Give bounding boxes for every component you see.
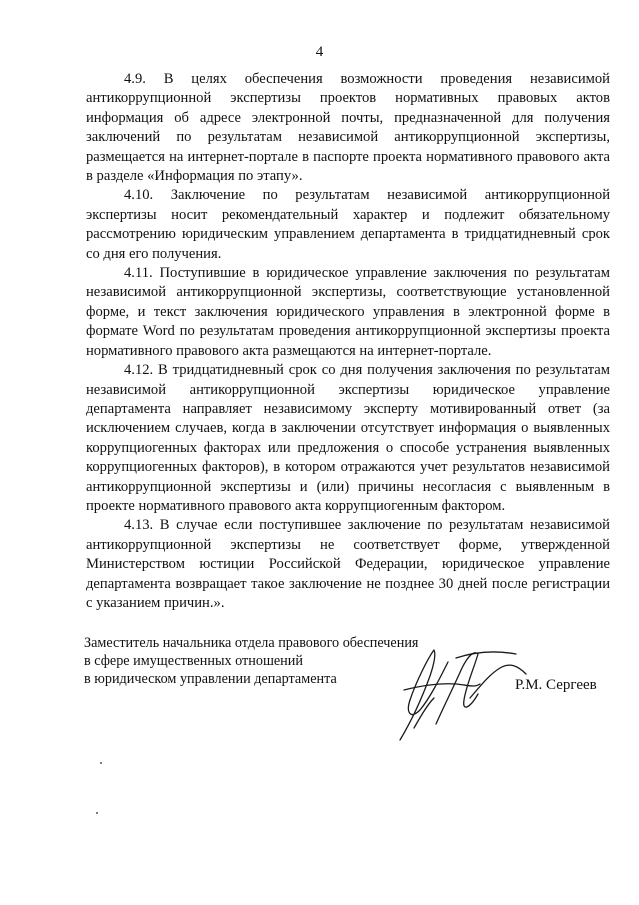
signer-position-line: Заместитель начальника отдела правового обеспечения (84, 635, 419, 651)
signer-name: Р.М. Сергеев (515, 677, 597, 693)
paragraph-4-9: 4.9. В целях обеспечения возможности проведения независимой антикоррупционной экспертизы проектов нормативных правовых актов информация об адресе электронной почты, предназначенной для получения заключений по результатам независимой антикоррупционной экспертизы, размещается на интернет-портале в паспорте проекта нормативного правового акта в разделе «Информация по этапу». (86, 71, 610, 185)
paragraph-4-13: 4.13. В случае если поступившее заключение по результатам независимой антикоррупционной экспертизы не соответствует форме, утвержденной Министерством юстиции Российской Федерации, юридическое управление департамента возвращает такое заключение не позднее 30 дней после регистрации с указанием причин.». (86, 517, 610, 611)
signer-position-line: в юридическом управлении департамента (84, 671, 337, 687)
scan-speck (96, 812, 98, 814)
handwritten-signature (370, 628, 530, 748)
paragraph-4-11: 4.11. Поступившие в юридическое управление заключения по результатам независимой антикоррупционной экспертизы, соответствующие установленной форме, и текст заключения юридического управления в электронной форме в формате Word по результатам проведения антикоррупционной экспертизы проекта нормативного правового акта размещаются на интернет-портале. (86, 265, 610, 359)
scan-speck (100, 762, 102, 764)
paragraph-4-12: 4.12. В тридцатидневный срок со дня получения заключения по результатам независимой антикоррупционной экспертизы юридическое управление департамента направляет независимому эксперту мотивированный ответ (за исключением случаев, когда в заключении отсутствует информация о выявленных коррупциогенных факторах или предложения о способе устранения выявленных коррупциогенных факторов), в котором отражаются учет результатов независимой антикоррупционной экспертизы и (или) причины несогласия с выявленным в проекте нормативного правового акта коррупциогенным фактором. (86, 362, 610, 514)
paragraph-4-10: 4.10. Заключение по результатам независимой антикоррупционной экспертизы носит рекомендательный характер и подлежит обязательному рассмотрению юридическим управлением департамента в тридцатидневный срок со дня его получения. (86, 187, 610, 262)
document-body (86, 70, 610, 613)
page-number: 4 (315, 44, 324, 60)
signer-position-line: в сфере имущественных отношений (84, 653, 303, 669)
